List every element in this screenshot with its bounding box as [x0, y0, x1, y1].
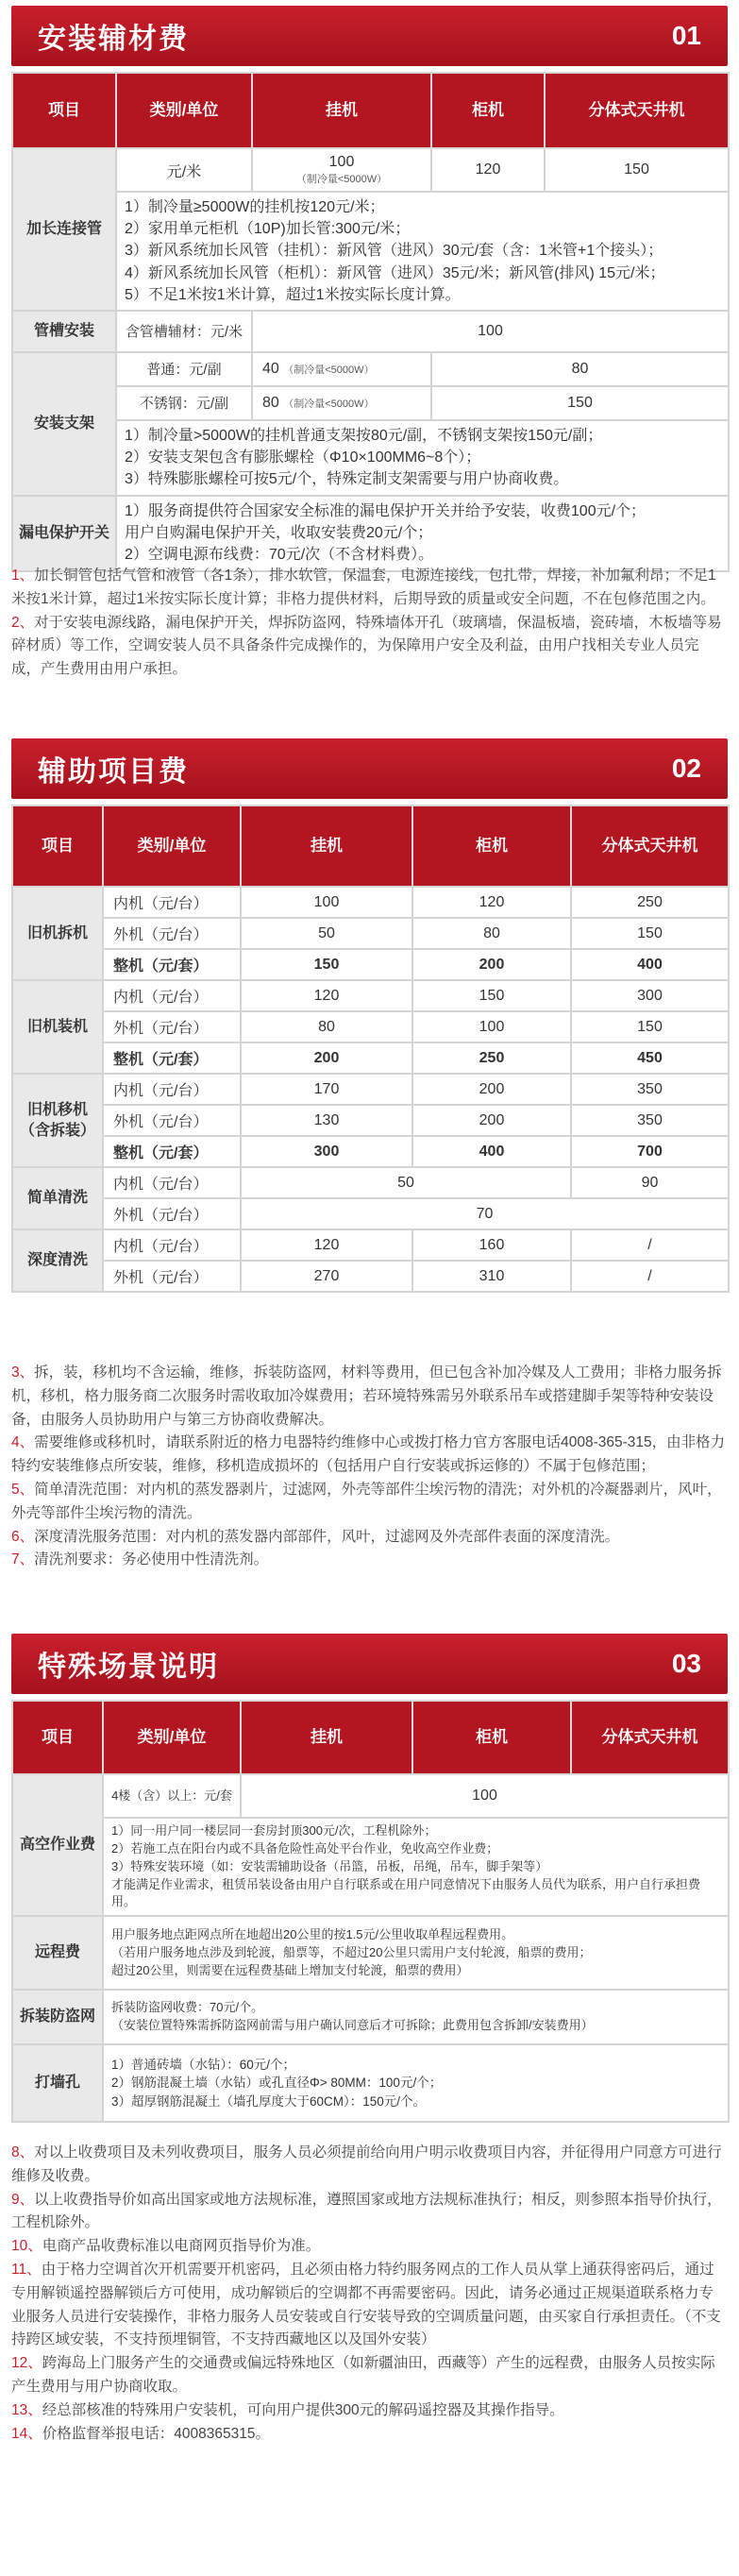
col-header-item: 项目 [12, 1701, 103, 1774]
note-cell: 1）服务商提供符合国家安全标准的漏电保护开关并给予安装，收费100元/个； 用户自购漏电保护开关，收取安装费20元/个； 2）空调电源布线费：70元/次（不含材料费）。 [116, 496, 729, 571]
table-row [12, 1074, 729, 1105]
price-cell: 350 [571, 1074, 729, 1105]
unit-cell: 整机（元/套） [103, 949, 241, 980]
install-materials-table [11, 72, 730, 572]
table-row [12, 1818, 729, 1916]
table-row [12, 1105, 729, 1136]
price-cell: 700 [571, 1136, 729, 1167]
section-header-install-materials [11, 6, 728, 66]
price-cell: 200 [412, 1074, 571, 1105]
row-head-leak-switch: 漏电保护开关 [12, 496, 116, 571]
section-number: 01 [671, 21, 701, 50]
table-row [12, 1229, 729, 1261]
price-cell: 90 [571, 1167, 729, 1198]
table-row [12, 1042, 729, 1074]
row-head-high-altitude: 高空作业费 [12, 1774, 103, 1916]
row-head-wall-drilling: 打墙孔 [12, 2044, 103, 2122]
unit-cell: 内机（元/台） [103, 1074, 241, 1105]
note-item: 9、以上收费指导价如高出国家或地方法规标准，遵照国家或地方法规标准执行；相反，则参照本指导价执行，工程机除外。 [11, 2191, 722, 2231]
unit-cell: 内机（元/台） [103, 1229, 241, 1261]
unit-cell: 不锈钢：元/副 [116, 386, 252, 420]
note-item: 11、由于格力空调首次开机需要开机密码，且必须由格力特约服务网点的工作人员从掌上通获得密码后，通过专用解锁遥控器解锁后方可使用，成功解锁后的空调都不再需要密码。因此，请务必通过正规渠道联系格力专业服务人员进行安装操作，非格力服务人员安装或自行安装导致的空调质量问题，由买家自行承担责任。（不支持跨区域安装，不支持预埋铜管，不支持西藏地区以及国外安装） [11, 2261, 721, 2348]
special-scenarios-table [11, 1700, 730, 2123]
unit-cell: 外机（元/台） [103, 1261, 241, 1292]
col-header-ceiling-unit: 分体式天井机 [571, 805, 729, 887]
table-row [12, 148, 729, 192]
price-cell: 350 [571, 1105, 729, 1136]
price-cell: 100 [252, 311, 729, 352]
auxiliary-items-table [11, 805, 730, 1293]
price-cell: 150 [241, 949, 412, 980]
price-cell: / [571, 1261, 729, 1292]
price-cell: 120 [431, 148, 545, 192]
price-cell: 450 [571, 1042, 729, 1074]
col-header-item: 项目 [12, 73, 116, 148]
col-header-item: 项目 [12, 805, 103, 887]
notes-block-1 [11, 565, 728, 682]
col-header-floor-unit: 柜机 [431, 73, 545, 148]
price-cell: 130 [241, 1105, 412, 1136]
price-cell: 150 [571, 918, 729, 949]
price-cell: 170 [241, 1074, 412, 1105]
section-title: 辅助项目费 [38, 756, 189, 788]
price-cell: 100 [412, 1011, 571, 1042]
row-head-simple-clean: 简单清洗 [12, 1167, 103, 1229]
section-title: 安装辅材费 [38, 24, 189, 55]
price-cell: 200 [241, 1042, 412, 1074]
price-cell: 50 [241, 918, 412, 949]
note-item: 3、拆，装，移机均不含运输，维修，拆装防盗网，材料等费用，但已包含补加冷媒及人工费用；非格力服务拆机，移机，格力服务商二次服务时需收取加冷媒费用；若环境特殊需另外联系吊车或搭建脚手架等特种安装设备，由服务人员协助用户与第三方协商收费解决。 [11, 1364, 722, 1428]
price-cell: 40 （制冷量<5000W） [252, 352, 431, 386]
col-header-ceiling-unit: 分体式天井机 [571, 1701, 729, 1774]
note-item: 2、对于安装电源线路，漏电保护开关，焊拆防盗网，特殊墙体开孔（玻璃墙，保温板墙，瓷砖墙，木板墙等易碎材质）等工作，空调安装人员不具备条件完成操作的，为保障用户安全及利益，由用户找相关专业人员完成，产生费用由用户承担。 [11, 614, 722, 678]
unit-cell: 外机（元/台） [103, 1011, 241, 1042]
note-item: 14、价格监督举报电话：4008365315。 [11, 2425, 270, 2442]
section-title: 特殊场景说明 [38, 1652, 219, 1683]
table-row [12, 420, 729, 496]
price-cell: 160 [412, 1229, 571, 1261]
price-cell: 100 [241, 887, 412, 918]
unit-cell: 元/米 [116, 148, 252, 192]
price-cell: 120 [241, 1229, 412, 1261]
note-item: 6、深度清洗服务范围：对内机的蒸发器内部部件，风叶，过滤网及外壳部件表面的深度清洗。 [11, 1528, 620, 1545]
note-cell: 1）制冷量>5000W的挂机普通支架按80元/副，不锈钢支架按150元/副； 2）安装支架包含有膨胀螺栓（Φ10×100MM6~8个）； 3）特殊膨胀螺栓可按5元/个，特殊定制支架需要与用户协商收费。 [116, 420, 729, 496]
note-item: 13、经总部核准的特殊用户安装机，可向用户提供300元的解码遥控器及其操作指导。 [11, 2401, 564, 2418]
price-cell: 200 [412, 949, 571, 980]
section-header-special-scenarios [11, 1634, 728, 1694]
price-cell: / [571, 1229, 729, 1261]
unit-cell: 整机（元/套） [103, 1042, 241, 1074]
table-row [12, 918, 729, 949]
row-head-security-grille: 拆装防盗网 [12, 1990, 103, 2044]
col-header-unit: 类别/单位 [103, 805, 241, 887]
price-cell: 80 [412, 918, 571, 949]
price-cell: 270 [241, 1261, 412, 1292]
note-cell: 1）制冷量≥5000W的挂机按120元/米； 2）家用单元柜机（10P)加长管:300元/米； 3）新风系统加长风管（挂机）：新风管（进风）30元/套（含：1米管+1个接头）； 4）新风系统加长风管（柜机）：新风管（进风）35元/米；新风管(排风) 15元/米； 5）不足1米按1米计算，超过1米按实际长度计算。 [116, 192, 729, 311]
note-item: 5、简单清洗范围：对内机的蒸发器剥片，过滤网，外壳等部件尘埃污物的清洗；对外机的冷凝器剥片，风叶，外壳等部件尘埃污物的清洗。 [11, 1481, 722, 1521]
table-row [12, 496, 729, 571]
table-row [12, 1011, 729, 1042]
note-item: 10、电商产品收费标准以电商网页指导价为准。 [11, 2238, 321, 2255]
table-row [12, 352, 729, 386]
table-row [12, 1261, 729, 1292]
price-cell: 300 [241, 1136, 412, 1167]
unit-cell: 4楼（含）以上：元/套 [103, 1774, 241, 1818]
table-row [12, 1167, 729, 1198]
unit-cell: 内机（元/台） [103, 980, 241, 1011]
col-header-ceiling-unit: 分体式天井机 [545, 73, 729, 148]
price-cell: 120 [412, 887, 571, 918]
col-header-wall-unit: 挂机 [241, 805, 412, 887]
unit-cell: 外机（元/台） [103, 918, 241, 949]
price-cell: 400 [571, 949, 729, 980]
row-head-old-install: 旧机装机 [12, 980, 103, 1074]
col-header-wall-unit: 挂机 [241, 1701, 412, 1774]
row-head-remote-fee: 远程费 [12, 1916, 103, 1990]
price-cell: 150 [431, 386, 729, 420]
note-cell: 拆装防盗网收费：70元/个。 （安装位置特殊需拆防盗网前需与用户确认同意后才可拆除；此费用包含拆卸/安装费用） [103, 1990, 729, 2044]
unit-cell: 内机（元/台） [103, 887, 241, 918]
table-row [12, 980, 729, 1011]
table-row [12, 949, 729, 980]
note-item: 7、清洗剂要求：务必使用中性清洗剂。 [11, 1551, 269, 1568]
table-row [12, 1916, 729, 1990]
notes-block-2 [11, 1362, 728, 1572]
price-cell: 400 [412, 1136, 571, 1167]
row-head-old-uninstall: 旧机拆机 [12, 887, 103, 980]
table-row [12, 1990, 729, 2044]
row-head-trough: 管槽安装 [12, 311, 116, 352]
price-cell: 150 [412, 980, 571, 1011]
table-row [12, 2044, 729, 2122]
unit-cell: 外机（元/台） [103, 1198, 241, 1229]
price-cell: 120 [241, 980, 412, 1011]
note-item: 1、加长铜管包括气管和液管（各1条），排水软管，保温套，电源连接线，包扎带，焊接，补加氟利昂；不足1米按1米计算，超过1米按实际长度计算；非格力提供材料，后期导致的质量或安全问题，不在包修范围之内。 [11, 568, 716, 607]
price-cell: 100 （制冷量<5000W） [252, 148, 431, 192]
price-cell: 150 [545, 148, 729, 192]
row-head-deep-clean: 深度清洗 [12, 1229, 103, 1292]
price-cell: 80 [431, 352, 729, 386]
table-row [12, 1198, 729, 1229]
note-item: 4、需要维修或移机时，请联系附近的格力电器特约维修中心或拨打格力官方客服电话4008-365-315，由非格力特约安装维修点所安装，维修，移机造成损坏的（包括用户自行安装或拆运修的）不属于包修范围； [11, 1434, 726, 1475]
notes-block-3 [11, 2142, 728, 2446]
price-cell: 80 [241, 1011, 412, 1042]
unit-cell: 整机（元/套） [103, 1136, 241, 1167]
unit-cell: 外机（元/台） [103, 1105, 241, 1136]
unit-cell: 普通：元/副 [116, 352, 252, 386]
col-header-unit: 类别/单位 [116, 73, 252, 148]
row-head-bracket: 安装支架 [12, 352, 116, 496]
table-row [12, 311, 729, 352]
note-item: 8、对以上收费项目及未列收费项目，服务人员必须提前给向用户明示收费项目内容，并征得用户同意方可进行维修及收费。 [11, 2144, 722, 2184]
table-row [12, 386, 729, 420]
price-cell: 50 [241, 1167, 571, 1198]
price-cell: 310 [412, 1261, 571, 1292]
price-cell: 100 [241, 1774, 729, 1818]
col-header-unit: 类别/单位 [103, 1701, 241, 1774]
price-cell: 300 [571, 980, 729, 1011]
price-cell: 200 [412, 1105, 571, 1136]
price-cell: 70 [241, 1198, 729, 1229]
note-cell: 1）普通砖墙（水钻）：60元/个； 2）钢筋混凝土墙（水钻）或孔直径Φ> 80MM：100元/个； 3）超厚钢筋混凝土（墙孔厚度大于60CM）：150元/个。 [103, 2044, 729, 2122]
table-row [12, 887, 729, 918]
table-row [12, 1774, 729, 1818]
price-cell: 80 （制冷量<5000W） [252, 386, 431, 420]
section-number: 02 [671, 754, 701, 783]
unit-cell: 内机（元/台） [103, 1167, 241, 1198]
section-header-auxiliary-items [11, 738, 728, 799]
section-number: 03 [671, 1649, 701, 1678]
row-head-extension-pipe: 加长连接管 [12, 148, 116, 311]
note-item: 12、跨海岛上门服务产生的交通费或偏远特殊地区（如新疆油田，西藏等）产生的远程费，由服务人员按实际产生费用与用户协商收取。 [11, 2355, 715, 2395]
price-cell: 250 [571, 887, 729, 918]
note-cell: 1）同一用户同一楼层同一套房封顶300元/次，工程机除外； 2）若施工点在阳台内或不具备危险性高处平台作业，免收高空作业费； 3）特殊安装环境（如：安装需辅助设备（吊篮，吊板，吊绳，吊车，脚手架等） 才能满足作业需求，租赁吊装设备由用户自行联系或在用户同意情况下由服务人员代为联系，用户自行承担费用。 [103, 1818, 729, 1916]
price-cell: 250 [412, 1042, 571, 1074]
unit-cell: 含管槽辅材：元/米 [116, 311, 252, 352]
col-header-floor-unit: 柜机 [412, 1701, 571, 1774]
table-row [12, 192, 729, 311]
note-cell: 用户服务地点距网点所在地超出20公里的按1.5元/公里收取单程远程费用。 （若用户服务地点涉及到轮渡，船票等，不超过20公里只需用户支付轮渡，船票的费用； 超过20公里，则需要在远程费基础上增加支付轮渡，船票的费用） [103, 1916, 729, 1990]
price-cell: 150 [571, 1011, 729, 1042]
col-header-wall-unit: 挂机 [252, 73, 431, 148]
row-head-old-move: 旧机移机（含拆装） [12, 1074, 103, 1167]
col-header-floor-unit: 柜机 [412, 805, 571, 887]
table-row [12, 1136, 729, 1167]
